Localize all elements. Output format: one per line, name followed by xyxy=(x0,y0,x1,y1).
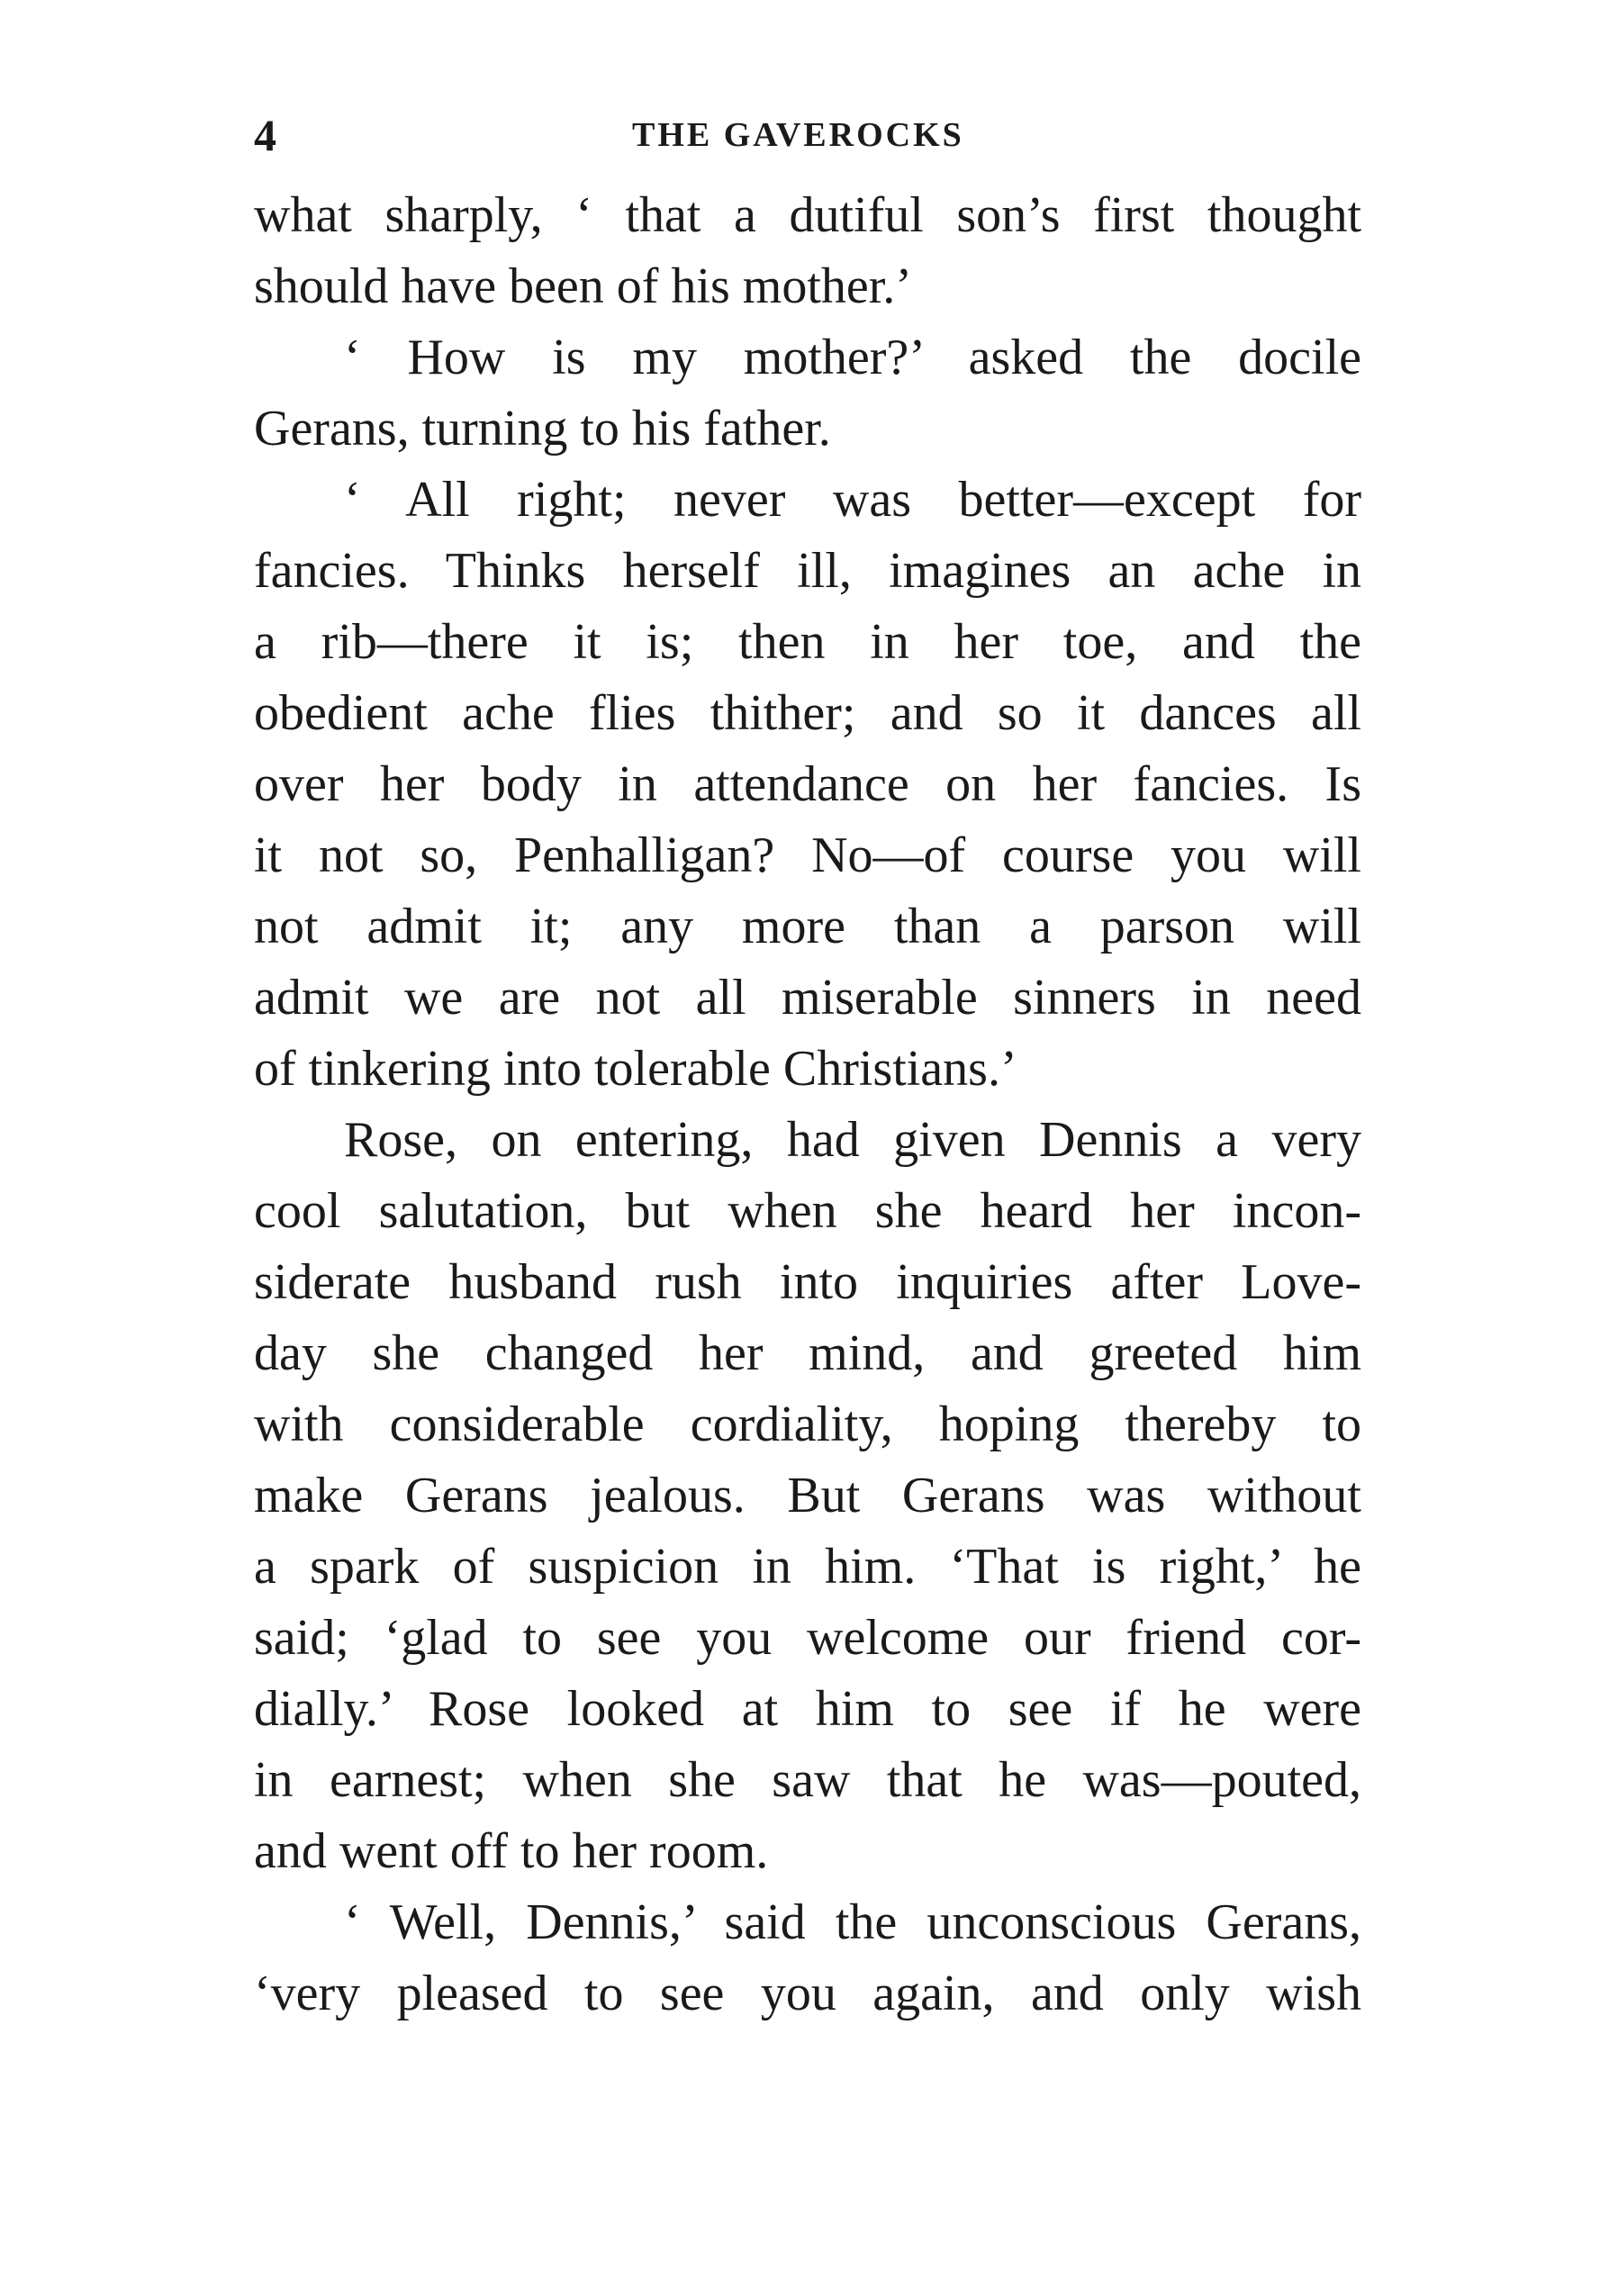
page-number: 4 xyxy=(254,110,276,160)
text-line: a rib—there it is; then in her toe, and the xyxy=(254,614,1361,670)
text-line: a spark of suspicion in him. ‘That is right,’ he xyxy=(254,1539,1361,1595)
text-line: siderate husband rush into inquiries after Love- xyxy=(254,1254,1361,1310)
text-line: obedient ache flies thither; and so it dances all xyxy=(254,685,1361,741)
text-line: with considerable cordiality, hoping thereby to xyxy=(254,1397,1361,1452)
text-line: ‘very pleased to see you again, and only wish xyxy=(254,1966,1361,2021)
text-line: cool salutation, but when she heard her incon- xyxy=(254,1183,1361,1239)
text-line: in earnest; when she saw that he was—pouted, xyxy=(254,1752,1361,1808)
text-line: admit we are not all miserable sinners in need xyxy=(254,970,1361,1026)
running-head: THE GAVEROCKS xyxy=(632,116,964,154)
text-line: Gerans, turning to his father. xyxy=(254,401,831,456)
text-line: ‘ Well, Dennis,’ said the unconscious Gerans, xyxy=(344,1894,1361,1950)
text-line: should have been of his mother.’ xyxy=(254,258,912,314)
text-line: and went off to her room. xyxy=(254,1823,769,1879)
text-line: dially.’ Rose looked at him to see if he were xyxy=(254,1681,1361,1737)
text-line: ‘ How is my mother?’ asked the docile xyxy=(344,330,1361,385)
text-line: fancies. Thinks herself ill, imagines an ache in xyxy=(254,543,1361,599)
text-line: make Gerans jealous. But Gerans was without xyxy=(254,1468,1361,1523)
text-line: day she changed her mind, and greeted him xyxy=(254,1325,1361,1381)
page-header xyxy=(254,99,1361,171)
text-line: Rose, on entering, had given Dennis a very xyxy=(344,1112,1361,1168)
body-text xyxy=(254,180,1361,2029)
text-line: said; ‘glad to see you welcome our friend cor- xyxy=(254,1610,1361,1666)
text-line: over her body in attendance on her fancies. Is xyxy=(254,756,1361,812)
text-line: of tinkering into tolerable Christians.’ xyxy=(254,1041,1017,1097)
text-line: ‘ All right; never was better—except for xyxy=(344,472,1361,528)
text-line: not admit it; any more than a parson will xyxy=(254,899,1361,954)
text-line: it not so, Penhalligan? No—of course you will xyxy=(254,827,1361,883)
text-line: what sharply, ‘ that a dutiful son’s first thought xyxy=(254,187,1361,243)
